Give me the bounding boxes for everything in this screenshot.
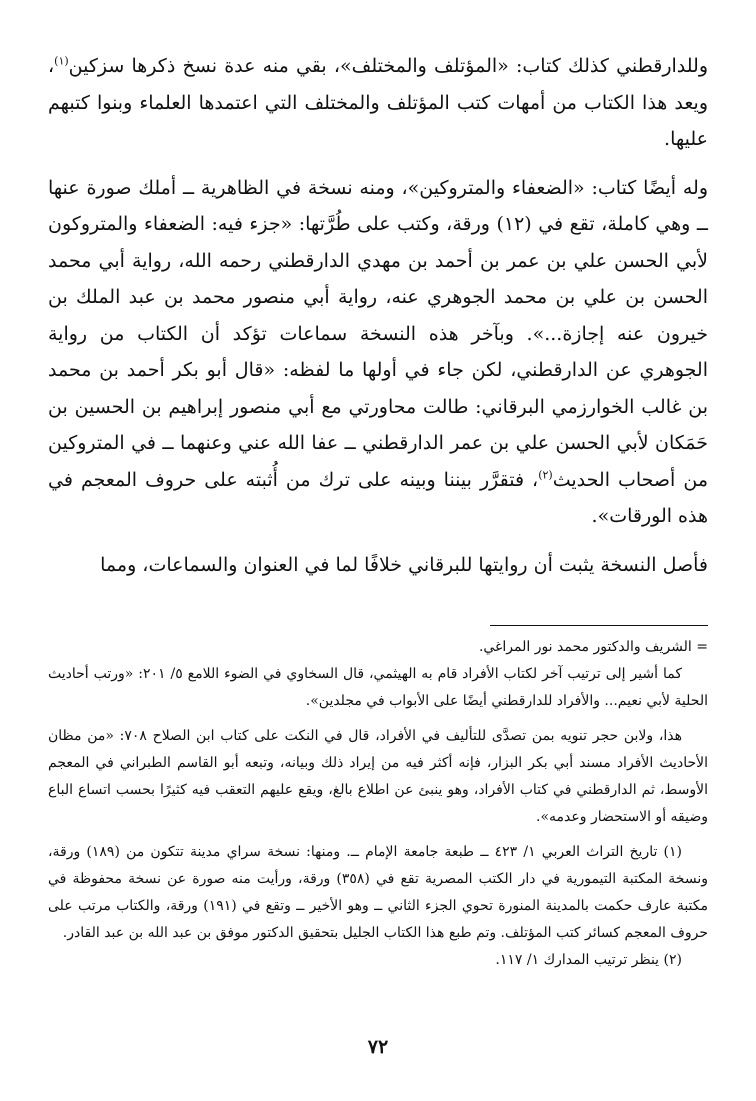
footnote-2: (٢) ينظر ترتيب المدارك ١/ ١١٧. — [495, 952, 682, 968]
footnote-1: (١) تاريخ التراث العربي ١/ ٤٢٣ ــ طبعة جامعة الإمام ــ. ومنها: نسخة سراي مدينة تتكون من (١٨٩) ورقة، ونسخة المكتبة التيمورية في دار الكتب المصرية تقع في (٣٥٨) ورقة، ورأيت منه صورة عن نسخة محفوظة في مكتبة عارف حكمت بالمدينة المنورة تحوي الجزء الثاني ــ وهو الأخير ــ وتقع في (١٩١) ورقة، والكتاب مرتب على حروف المعجم كسائر كتب المؤتلف. وتم طبع هذا الكتاب الجليل بتحقيق الدكتور موفق بن عبد الله بن عبد القادر. — [48, 844, 709, 941]
paragraph-text: ، ويعد هذا الكتاب من أمهات كتب المؤتلف والمختلف التي اعتمدها العلماء وبنوا كتبهم عليها. — [48, 55, 708, 150]
paragraph-text: وله أيضًا كتاب: «الضعفاء والمتروكين»، ومنه نسخة في الظاهرية ــ أملك صورة عنها ــ وهي كاملة، تقع في (١٢) ورقة، وكتب على طُرَّتها: «جزء فيه: الضعفاء والمتروكون لأبي الحسن علي بن عمر بن أحمد بن مهدي الدارقطني رحمه الله، رواية أبي محمد الحسن بن علي بن محمد الجوهري عنه، رواية أبي منصور محمد بن عبد الملك بن خيرون عنه إجازة...». وبآخر هذه النسخة سماعات تؤكد أن الكتاب من رواية الجوهري عن الدارقطني، لكن جاء في أولها ما لفظه: «قال أبو بكر أحمد بن محمد بن غالب الخوارزمي البرقاني: طالت محاورتي مع أبي منصور إبراهيم بن الحسين بن حَمَكان لأبي الحسن علي بن عمر الدارقطني ــ عفا الله عني وعنهما ــ في المتروكين من أصحاب الحديث — [48, 176, 709, 491]
footnote-marker-1[interactable]: (١) — [54, 54, 69, 68]
paragraph-text: ، فتقرَّر بيننا وبينه على ترك من أُثبته على حروف المعجم في هذه الورقات». — [48, 468, 708, 527]
body-paragraph-2 — [48, 170, 708, 535]
footnotes — [48, 634, 708, 974]
body-paragraph-3 — [48, 547, 708, 584]
footnote-separator — [490, 625, 708, 626]
footnote-marker-2[interactable]: (٢) — [538, 468, 553, 482]
footnote-paragraph: هذا، ولابن حجر تنويه بمن تصدَّى للتأليف في الأفراد، قال في النكت على كتاب ابن الصلاح ٧٠٨: «من مظان الأحاديث الأفراد مسند أبي بكر البزار، فإنه أكثر فيه من إيراد ذلك وبيانه، وتبعه أبو القاسم الطبراني في المعجم الأوسط، ثم الدارقطني في كتاب الأفراد، وهو ينبئ عن اطلاع بالغ، ويقع عليهم التعقب فيه كثيرًا بحسب اتساع الباع وضيقه أو الاستحضار وعدمه». — [48, 728, 709, 825]
page-number: ٧٢ — [367, 1036, 389, 1058]
paragraph-text: وللدارقطني كذلك كتاب: «المؤتلف والمختلف»، بقي منه عدة نسخ ذكرها سزكين — [68, 55, 708, 77]
paragraph-text: فأصل النسخة يثبت أن روايتها للبرقاني خلافًا لما في العنوان والسماعات، ومما — [100, 553, 708, 576]
footnote-paragraph: كما أشير إلى ترتيب آخر لكتاب الأفراد قام به الهيثمي، قال السخاوي في الضوء اللامع ٥/ ٢٠١: «ورتب أحاديث الحلية لأبي نعيم... والأفراد للدارقطني أيضًا على الأبواب في مجلدين». — [48, 666, 708, 709]
body-paragraph-1 — [48, 48, 708, 158]
footnote-continuation: = الشريف والدكتور محمد نور المراغي. — [478, 639, 708, 655]
